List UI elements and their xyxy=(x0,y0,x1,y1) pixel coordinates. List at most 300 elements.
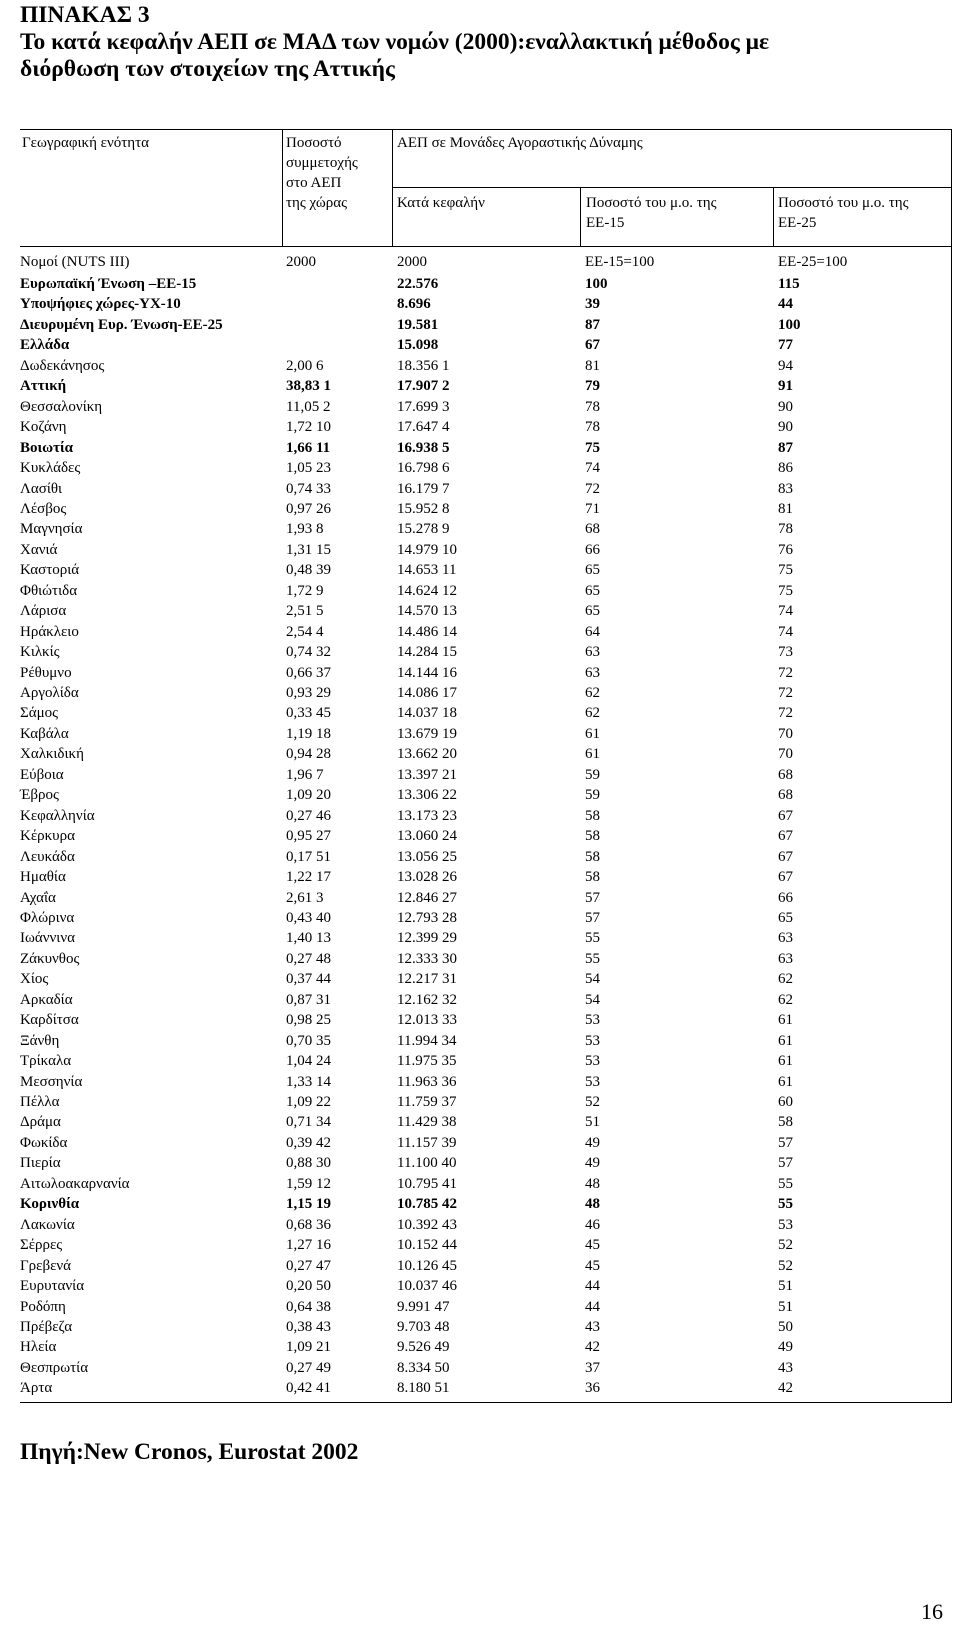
row-eu25-index: 68 xyxy=(778,766,793,783)
row-eu15-index: 59 xyxy=(585,766,600,783)
table-row xyxy=(20,703,950,724)
row-gdp-pps: 13.662 20 xyxy=(397,746,457,763)
row-eu15-index: 57 xyxy=(585,909,600,926)
table-row xyxy=(20,356,950,377)
row-gdp-pps: 13.028 26 xyxy=(397,869,457,886)
row-share: 0,66 37 xyxy=(286,664,331,681)
row-eu25-index: 115 xyxy=(778,276,800,292)
table-row xyxy=(20,990,950,1011)
row-eu25-index: 75 xyxy=(778,562,793,579)
row-share: 0,68 36 xyxy=(286,1216,331,1233)
row-eu25-index: 81 xyxy=(778,500,793,517)
row-share: 1,72 9 xyxy=(286,582,324,599)
row-gdp-pps: 17.907 2 xyxy=(397,378,450,395)
row-eu15-index: 51 xyxy=(585,1114,600,1131)
row-eu15-index: 72 xyxy=(585,480,600,497)
row-name: Χαλκιδική xyxy=(20,746,84,763)
row-share: 0,94 28 xyxy=(286,746,331,763)
row-eu15-index: 74 xyxy=(585,460,600,477)
row-eu25-index: 72 xyxy=(778,685,793,701)
header-eu25-line1: Ποσοστό του μ.ο. της xyxy=(778,195,909,211)
row-share: 0,20 50 xyxy=(286,1278,331,1295)
row-eu15-index: 58 xyxy=(585,869,600,886)
row-gdp-pps: 11.157 39 xyxy=(397,1134,457,1151)
row-name: Ξάνθη xyxy=(20,1032,60,1049)
row-gdp-pps: 14.570 13 xyxy=(397,603,457,620)
row-gdp-pps: 10.126 45 xyxy=(397,1257,457,1274)
row-eu25-index: 42 xyxy=(778,1380,793,1397)
title-line-1: Το κατά κεφαλήν ΑΕΠ σε ΜΑΔ των νομών (2000):εναλλακτική μέθοδος με xyxy=(20,29,770,55)
table-row xyxy=(20,1112,950,1133)
row-name: Πέλλα xyxy=(20,1094,60,1110)
row-eu25-index: 94 xyxy=(778,357,793,374)
row-gdp-pps: 17.647 4 xyxy=(397,419,450,436)
row-eu15-index: 62 xyxy=(585,685,600,701)
row-eu15-index: 53 xyxy=(585,1032,600,1049)
row-gdp-pps: 12.333 30 xyxy=(397,950,457,967)
row-eu15-index: 87 xyxy=(585,316,600,333)
table-row xyxy=(20,315,950,336)
row-gdp-pps: 14.624 12 xyxy=(397,582,457,599)
row-gdp-pps: 8.334 50 xyxy=(397,1359,450,1376)
row-eu15-index: 78 xyxy=(585,398,600,415)
row-eu25-index: 67 xyxy=(778,828,793,845)
row-eu25-index: 61 xyxy=(778,1012,793,1029)
row-name: Βοιωτία xyxy=(20,439,74,456)
row-eu25-index: 87 xyxy=(778,439,793,456)
row-gdp-pps: 12.399 29 xyxy=(397,930,457,947)
row-eu15-index: 65 xyxy=(585,582,600,599)
row-name: Ρέθυμνο xyxy=(20,664,72,681)
row-gdp-pps: 9.526 49 xyxy=(397,1339,450,1356)
row-gdp-pps: 12.793 28 xyxy=(397,909,457,926)
row-share: 1,31 15 xyxy=(286,541,331,558)
row-eu25-index: 52 xyxy=(778,1257,793,1274)
row-eu15-index: 65 xyxy=(585,562,600,579)
row-eu15-index: 46 xyxy=(585,1216,600,1233)
row-gdp-pps: 19.581 xyxy=(397,316,439,333)
row-share: 1,05 23 xyxy=(286,460,331,477)
row-gdp-pps: 12.217 31 xyxy=(397,971,457,988)
row-name: Ροδόπη xyxy=(20,1298,66,1315)
table-row xyxy=(20,335,950,356)
units-eu25-base: ΕΕ-25=100 xyxy=(778,254,848,270)
row-eu25-index: 63 xyxy=(778,930,793,947)
row-share: 11,05 2 xyxy=(286,398,331,415)
row-share: 1,72 10 xyxy=(286,419,331,436)
row-eu25-index: 72 xyxy=(778,664,793,681)
table-row xyxy=(20,826,950,847)
table-row xyxy=(20,642,950,663)
row-eu25-index: 61 xyxy=(778,1032,793,1049)
row-eu25-index: 70 xyxy=(778,725,793,742)
row-gdp-pps: 10.152 44 xyxy=(397,1237,457,1254)
row-eu25-index: 78 xyxy=(778,521,793,538)
row-name: Αργολίδα xyxy=(20,685,79,701)
row-gdp-pps: 13.306 22 xyxy=(397,787,457,804)
row-gdp-pps: 10.392 43 xyxy=(397,1216,457,1233)
header-per-capita: Κατά κεφαλήν xyxy=(397,195,485,211)
row-gdp-pps: 15.098 xyxy=(397,337,439,354)
row-eu15-index: 39 xyxy=(585,296,600,313)
row-name: Αχαΐα xyxy=(20,889,56,906)
table-row xyxy=(20,949,950,970)
table-header-rule xyxy=(20,246,952,247)
row-share: 0,38 43 xyxy=(286,1318,331,1335)
row-eu25-index: 61 xyxy=(778,1053,793,1070)
header-eu15-line1: Ποσοστό του μ.ο. της xyxy=(586,195,717,211)
row-name: Ελλάδα xyxy=(20,337,70,354)
row-name: Εύβοια xyxy=(20,766,64,783)
table-row xyxy=(20,1276,950,1297)
row-eu25-index: 53 xyxy=(778,1216,793,1233)
header-share-line3: στο ΑΕΠ xyxy=(286,175,342,191)
row-eu15-index: 54 xyxy=(585,971,600,988)
row-eu25-index: 52 xyxy=(778,1237,793,1254)
row-eu25-index: 67 xyxy=(778,807,793,824)
row-share: 1,15 19 xyxy=(286,1196,331,1213)
row-share: 0,70 35 xyxy=(286,1032,331,1049)
row-eu25-index: 62 xyxy=(778,971,793,988)
col-divider-4 xyxy=(773,188,774,246)
row-eu15-index: 45 xyxy=(585,1257,600,1274)
units-row xyxy=(20,252,950,273)
row-name: Θεσσαλονίκη xyxy=(20,398,103,415)
row-eu25-index: 74 xyxy=(778,623,793,640)
row-gdp-pps: 17.699 3 xyxy=(397,398,450,415)
row-eu15-index: 49 xyxy=(585,1155,600,1172)
row-share: 0,33 45 xyxy=(286,705,331,722)
row-gdp-pps: 9.991 47 xyxy=(397,1298,450,1315)
row-gdp-pps: 18.356 1 xyxy=(397,357,450,374)
row-eu15-index: 71 xyxy=(585,500,600,517)
table-row xyxy=(20,1297,950,1318)
row-eu25-index: 70 xyxy=(778,746,793,763)
row-eu15-index: 66 xyxy=(585,541,600,558)
row-eu15-index: 44 xyxy=(585,1298,600,1315)
row-name: Διευρυμένη Ευρ. Ένωση-ΕΕ-25 xyxy=(20,316,223,333)
row-name: Λασίθι xyxy=(20,480,63,497)
table-row xyxy=(20,1051,950,1072)
row-name: Δωδεκάνησος xyxy=(20,357,105,374)
row-share: 1,27 16 xyxy=(286,1237,331,1254)
row-share: 0,27 46 xyxy=(286,807,331,824)
row-name: Κεφαλληνία xyxy=(20,807,95,824)
row-eu15-index: 36 xyxy=(585,1380,600,1397)
header-gdp-pps: ΑΕΠ σε Μονάδες Αγοραστικής Δύναμης xyxy=(397,135,643,151)
row-eu15-index: 65 xyxy=(585,603,600,620)
row-gdp-pps: 11.994 34 xyxy=(397,1032,457,1049)
table-row xyxy=(20,663,950,684)
row-share: 0,27 48 xyxy=(286,950,331,967)
row-share: 0,27 49 xyxy=(286,1359,331,1376)
table-row xyxy=(20,376,950,397)
row-gdp-pps: 16.179 7 xyxy=(397,480,450,497)
row-eu25-index: 65 xyxy=(778,909,793,926)
header-eu25-line2: ΕΕ-25 xyxy=(778,215,817,231)
row-share: 0,74 33 xyxy=(286,480,331,497)
row-eu25-index: 66 xyxy=(778,889,793,906)
table-row xyxy=(20,1235,950,1256)
table-row xyxy=(20,581,950,602)
row-eu15-index: 45 xyxy=(585,1237,600,1254)
units-share-year: 2000 xyxy=(286,254,316,270)
table-row xyxy=(20,847,950,868)
table-row xyxy=(20,499,950,520)
row-gdp-pps: 11.963 36 xyxy=(397,1073,457,1090)
row-eu25-index: 63 xyxy=(778,950,793,967)
row-gdp-pps: 14.144 16 xyxy=(397,664,457,681)
table-row xyxy=(20,438,950,459)
row-eu15-index: 55 xyxy=(585,930,600,947)
row-gdp-pps: 13.397 21 xyxy=(397,766,457,783)
row-eu25-index: 67 xyxy=(778,848,793,865)
row-gdp-pps: 12.013 33 xyxy=(397,1012,457,1029)
row-eu25-index: 51 xyxy=(778,1278,793,1295)
source-note: Πηγή:New Cronos, Eurostat 2002 xyxy=(20,1439,359,1465)
row-share: 0,42 41 xyxy=(286,1380,331,1397)
row-name: Μαγνησία xyxy=(20,521,83,538)
table-row xyxy=(20,683,950,704)
row-eu15-index: 64 xyxy=(585,623,600,640)
row-gdp-pps: 12.846 27 xyxy=(397,889,457,906)
table-row xyxy=(20,928,950,949)
row-share: 1,19 18 xyxy=(286,725,331,742)
row-eu15-index: 42 xyxy=(585,1339,600,1356)
row-eu25-index: 55 xyxy=(778,1175,793,1192)
row-share: 1,22 17 xyxy=(286,869,331,886)
row-eu15-index: 75 xyxy=(585,439,600,456)
row-eu15-index: 61 xyxy=(585,725,600,742)
row-share: 38,83 1 xyxy=(286,378,331,395)
table-row xyxy=(20,908,950,929)
table-row xyxy=(20,417,950,438)
row-eu15-index: 53 xyxy=(585,1073,600,1090)
table-row xyxy=(20,1010,950,1031)
row-share: 0,17 51 xyxy=(286,848,331,865)
row-name: Λάρισα xyxy=(20,603,67,620)
row-gdp-pps: 8.696 xyxy=(397,296,431,313)
row-name: Αττική xyxy=(20,378,67,395)
row-name: Φλώρινα xyxy=(20,909,75,926)
row-name: Καβάλα xyxy=(20,725,69,742)
table-row xyxy=(20,1378,950,1399)
row-name: Πρέβεζα xyxy=(20,1318,73,1335)
row-eu15-index: 79 xyxy=(585,378,600,395)
row-name: Ημαθία xyxy=(20,869,66,886)
table-row xyxy=(20,888,950,909)
row-name: Πιερία xyxy=(20,1155,61,1172)
row-eu25-index: 86 xyxy=(778,460,793,477)
row-share: 0,95 27 xyxy=(286,828,331,845)
header-share-line1: Ποσοστό xyxy=(286,135,342,151)
row-share: 0,88 30 xyxy=(286,1155,331,1172)
row-name: Ευρυτανία xyxy=(20,1278,85,1295)
row-name: Σέρρες xyxy=(20,1237,63,1254)
table-row xyxy=(20,274,950,295)
row-eu15-index: 100 xyxy=(585,276,608,292)
row-eu25-index: 100 xyxy=(778,316,801,333)
table-row xyxy=(20,765,950,786)
row-eu25-index: 75 xyxy=(778,582,793,599)
row-name: Τρίκαλα xyxy=(20,1053,72,1070)
row-gdp-pps: 10.785 42 xyxy=(397,1196,457,1213)
row-share: 0,93 29 xyxy=(286,685,331,701)
row-name: Λευκάδα xyxy=(20,848,75,865)
row-gdp-pps: 14.037 18 xyxy=(397,705,457,722)
row-name: Σάμος xyxy=(20,705,59,722)
row-eu15-index: 37 xyxy=(585,1359,600,1376)
row-eu25-index: 91 xyxy=(778,378,793,395)
table-row xyxy=(20,1256,950,1277)
row-gdp-pps: 14.653 11 xyxy=(397,562,457,579)
row-gdp-pps: 14.086 17 xyxy=(397,685,457,701)
row-gdp-pps: 8.180 51 xyxy=(397,1380,450,1397)
row-share: 0,27 47 xyxy=(286,1257,331,1274)
row-eu25-index: 49 xyxy=(778,1339,793,1356)
row-eu25-index: 60 xyxy=(778,1094,793,1110)
row-eu15-index: 67 xyxy=(585,337,600,354)
row-name: Μεσσηνία xyxy=(20,1073,83,1090)
row-eu25-index: 83 xyxy=(778,480,793,497)
header-geo-unit: Γεωγραφική ενότητα xyxy=(22,135,150,151)
row-name: Αρκαδία xyxy=(20,991,73,1008)
table-top-rule xyxy=(20,129,952,130)
table-number: ΠΙΝΑΚΑΣ 3 xyxy=(20,2,150,28)
row-gdp-pps: 14.979 10 xyxy=(397,541,457,558)
row-gdp-pps: 15.952 8 xyxy=(397,500,450,517)
row-share: 1,40 13 xyxy=(286,930,331,947)
row-share: 2,54 4 xyxy=(286,623,324,640)
row-eu15-index: 58 xyxy=(585,807,600,824)
row-eu15-index: 49 xyxy=(585,1134,600,1151)
row-name: Κορινθία xyxy=(20,1196,80,1213)
row-eu25-index: 77 xyxy=(778,337,793,354)
row-name: Δράμα xyxy=(20,1114,61,1131)
row-share: 1,93 8 xyxy=(286,521,324,538)
row-share: 2,61 3 xyxy=(286,889,324,906)
row-share: 1,96 7 xyxy=(286,766,324,783)
row-eu25-index: 62 xyxy=(778,991,793,1008)
row-eu15-index: 48 xyxy=(585,1175,600,1192)
row-eu15-index: 63 xyxy=(585,644,600,661)
row-share: 0,74 32 xyxy=(286,644,331,661)
row-name: Φθιώτιδα xyxy=(20,582,78,599)
row-share: 0,48 39 xyxy=(286,562,331,579)
row-eu25-index: 57 xyxy=(778,1134,793,1151)
row-name: Κοζάνη xyxy=(20,419,67,436)
row-name: Κιλκίς xyxy=(20,644,60,661)
row-eu15-index: 63 xyxy=(585,664,600,681)
row-name: Χίος xyxy=(20,971,49,988)
row-name: Ευρωπαϊκή Ένωση –ΕΕ-15 xyxy=(20,276,197,292)
table-row xyxy=(20,724,950,745)
row-eu15-index: 43 xyxy=(585,1318,600,1335)
row-eu15-index: 78 xyxy=(585,419,600,436)
row-share: 0,97 26 xyxy=(286,500,331,517)
table-row xyxy=(20,397,950,418)
row-share: 0,87 31 xyxy=(286,991,331,1008)
row-share: 1,09 21 xyxy=(286,1339,331,1356)
row-name: Θεσπρωτία xyxy=(20,1359,89,1376)
row-gdp-pps: 11.759 37 xyxy=(397,1094,457,1110)
row-eu15-index: 53 xyxy=(585,1012,600,1029)
row-eu15-index: 62 xyxy=(585,705,600,722)
row-gdp-pps: 14.486 14 xyxy=(397,623,457,640)
row-gdp-pps: 10.795 41 xyxy=(397,1175,457,1192)
row-gdp-pps: 10.037 46 xyxy=(397,1278,457,1295)
row-name: Υποψήφιες χώρες-ΥΧ-10 xyxy=(20,296,181,313)
table-row xyxy=(20,1194,950,1215)
row-share: 1,09 22 xyxy=(286,1094,331,1110)
table-right-border xyxy=(951,129,952,1403)
units-nuts: Νομοί (NUTS III) xyxy=(20,254,130,270)
row-eu25-index: 76 xyxy=(778,541,793,558)
row-share: 0,39 42 xyxy=(286,1134,331,1151)
row-name: Έβρος xyxy=(20,787,59,804)
header-eu15-line2: ΕΕ-15 xyxy=(586,215,625,231)
row-eu15-index: 61 xyxy=(585,746,600,763)
row-name: Λέσβος xyxy=(20,500,67,517)
table-row xyxy=(20,540,950,561)
row-eu25-index: 44 xyxy=(778,296,793,313)
row-eu15-index: 53 xyxy=(585,1053,600,1070)
row-eu15-index: 68 xyxy=(585,521,600,538)
row-gdp-pps: 16.938 5 xyxy=(397,439,450,456)
table-row xyxy=(20,1317,950,1338)
table-row xyxy=(20,806,950,827)
col-divider-3 xyxy=(580,188,581,246)
row-share: 0,37 44 xyxy=(286,971,331,988)
row-eu25-index: 68 xyxy=(778,787,793,804)
header-share-line2: συμμετοχής xyxy=(286,155,358,171)
row-name: Ηλεία xyxy=(20,1339,57,1356)
col-divider-2 xyxy=(392,129,393,246)
table-title xyxy=(20,2,940,83)
row-eu25-index: 55 xyxy=(778,1196,793,1213)
row-eu25-index: 57 xyxy=(778,1155,793,1172)
row-share: 1,33 14 xyxy=(286,1073,331,1090)
row-eu15-index: 55 xyxy=(585,950,600,967)
table-row xyxy=(20,1174,950,1195)
units-eu15-base: ΕΕ-15=100 xyxy=(585,254,655,270)
row-gdp-pps: 9.703 48 xyxy=(397,1318,450,1335)
row-gdp-pps: 13.056 25 xyxy=(397,848,457,865)
row-eu25-index: 90 xyxy=(778,419,793,436)
row-name: Καρδίτσα xyxy=(20,1012,79,1029)
row-share: 1,59 12 xyxy=(286,1175,331,1192)
table-row xyxy=(20,601,950,622)
row-name: Ιωάννινα xyxy=(20,930,75,947)
row-gdp-pps: 13.679 19 xyxy=(397,725,457,742)
header-share-line4: της χώρας xyxy=(286,195,348,211)
row-share: 0,71 34 xyxy=(286,1114,331,1131)
table-row xyxy=(20,294,950,315)
row-eu25-index: 61 xyxy=(778,1073,793,1090)
table-row xyxy=(20,519,950,540)
row-gdp-pps: 11.975 35 xyxy=(397,1053,457,1070)
row-gdp-pps: 13.060 24 xyxy=(397,828,457,845)
row-eu25-index: 50 xyxy=(778,1318,793,1335)
subheader-rule xyxy=(393,187,952,188)
row-eu15-index: 48 xyxy=(585,1196,600,1213)
row-eu25-index: 43 xyxy=(778,1359,793,1376)
table-row xyxy=(20,1031,950,1052)
row-share: 1,66 11 xyxy=(286,439,331,456)
row-gdp-pps: 22.576 xyxy=(397,276,439,292)
row-share: 1,09 20 xyxy=(286,787,331,804)
page-number: 16 xyxy=(921,1599,943,1624)
